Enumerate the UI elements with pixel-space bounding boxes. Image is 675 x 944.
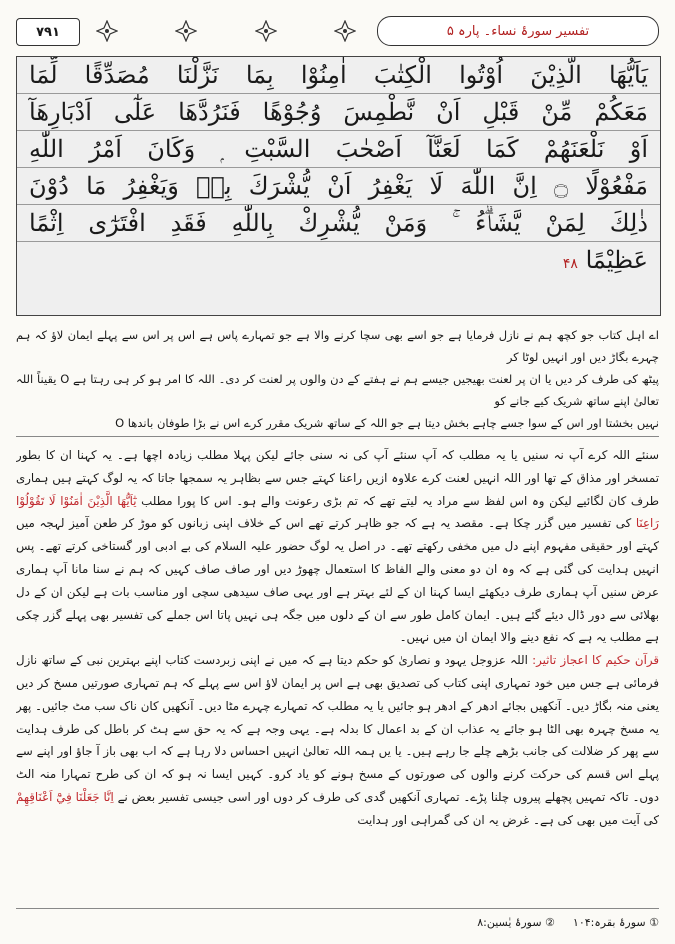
chapter-title: تفسیر سورۂ نساء۔ پارہ ۵ <box>377 16 659 46</box>
section-heading: قرآن حکیم کا اعجاز تاثیر: <box>532 653 659 668</box>
quran-line-text: عَظِيْمًا <box>585 246 648 274</box>
header-ornaments <box>96 20 356 42</box>
ornament-icon <box>96 20 118 42</box>
footnote: ② سورۂ یٰسین:۸ <box>477 916 555 929</box>
quran-quote: اِنَّا جَعَلْنَا فِيْٓ اَعْنَاقِهِمْ <box>16 789 114 804</box>
quran-line-last <box>17 242 660 279</box>
quran-line: مَعَكُمْ مِّنْ قَبْلِ اَنْ نَّطْمِسَ وُجُوْهًا فَنَرُدَّهَا عَلٰٓى اَدْبَارِهَآ <box>17 94 660 131</box>
quran-line: يَاَيُّهَا الَّذِيْنَ اُوْتُوا الْكِتٰبَ اٰمِنُوْا بِمَا نَزَّلْنَا مُصَدِّقًا لِّمَا <box>17 57 660 94</box>
commentary-text: اللہ عزوجل یہود و نصاریٰ کو حکم دیتا ہے کہ میں نے اپنی زبردست کتاب اپنے بہترین نبی کے ساتھ نازل فرمائی ہے جس میں خود تمہاری اپنی کتاب کی تصدیق بھی ہے اس پر ایمان لاؤ اس سے پہلے کہ ہم تمہاری صورتیں مسخ کر دیں یعنی منہ بگاڑ دیں۔ آنکھیں بجائے ادھر کے ادھر ہو جائیں یا یہ مطلب کہ تمہارے چہرے مٹا دیں۔ آنکھیں کان ناک سب مٹ جائیں۔ پھر یہ مسخ چہرہ بھی الٹا ہو جائے یہ عذاب ان کے بد اعمال کا بدلہ ہے۔ یہی وجہ ہے کہ یہ حق سے ہٹ کر باطل کی طرف ہدایت سے پھر کر ضلالت کی جانب بڑھے چلے جا رہے ہیں۔ یا یں ہمہ اللہ تعالیٰ انہیں احساس دلا رہا ہے کہ اب بھی باز آ جاؤ اور اپنے سے پہلے اس قسم کی حرکت کرنے والوں کی صورتوں کے مسخ ہونے کو یاد کرو۔ کہیں ایسا نہ ہو کہ ان کی طرح تمہارا منہ الٹ دوں۔ تاکہ تمہیں پچھلے پیروں چلنا پڑے۔ تمہاری آنکھیں گدی کی طرف کر دوں اور اسی جیسی تفسیر بعض نے <box>16 653 659 804</box>
quran-line: مَفْعُوْلًا ۝ اِنَّ اللّٰهَ لَا يَغْفِرُ اَنْ يُّشْرَكَ بِهٖ وَيَغْفِرُ مَا دُوْنَ <box>17 168 660 205</box>
commentary-paragraph <box>16 649 659 831</box>
commentary-text: سنئے اللہ کرے آپ نہ سنیں یا یہ مطلب کہ آپ سنئے آپ کی نہ سنی جائے لیکن پہلا مطلب زیادہ اچھا ہے۔ یہ کہنا ان کا بطور تمسخر اور مذاق کے تھا اور اللہ انہیں لعنت کرے علاوہ ازیں راعنا کہتے جس سے بظاہر یہ سمجھا جاتا کہ یہ لوگ کہتے ہیں ہماری طرف کان لگائیے لیکن وہ اس لفظ سے مراد یہ لیتے تھے کہ تم بڑی رعونت والے ہو۔ اس کا پورا مطلب <box>16 448 659 508</box>
commentary-block <box>16 444 659 906</box>
translation-line: اے اہل کتاب جو کچھ ہم نے نازل فرمایا ہے جو اسے بھی سچا کرنے والا ہے جو تمہارے پاس ہے اس پر اس سے پہلے ایمان لاؤ کہ ہم چہرے بگاڑ دیں اور انہیں لوٹا کر <box>16 328 659 364</box>
translation-line: نہیں بخشتا اور اس کے سوا جسے چاہے بخش دیتا ہے جو اللہ کے ساتھ شریک مقرر کرے اس نے بڑا طوفان باندھا O <box>115 416 659 430</box>
quran-line: اَوْ نَلْعَنَهُمْ كَمَا لَعَنَّآ اَصْحٰبَ السَّبْتِ ۭ وَكَانَ اَمْرُ اللّٰهِ <box>17 131 660 168</box>
ayah-marker: ۴۸ <box>562 256 578 272</box>
ornament-icon <box>334 20 356 42</box>
commentary-text: کی آیت میں بھی کی ہے۔ غرض یہ ان کی گمراہی اور ہدایت <box>357 812 659 827</box>
footnote: ① سورۂ بقرہ:۱۰۴ <box>572 916 659 929</box>
footnote-divider <box>16 908 659 909</box>
page-header <box>16 14 659 48</box>
translation-line: پیٹھ کی طرف کر دیں یا ان پر لعنت بھیجیں جیسے ہم نے ہفتے کے دن والوں پر لعنت کر دی۔ اللہ کا امر ہو کر ہی رہتا ہے O یقیناً اللہ تعالیٰ اپنے ساتھ شریک کیے جانے کو <box>16 372 659 408</box>
ornament-icon <box>255 20 277 42</box>
ornament-icon <box>175 20 197 42</box>
quran-line: ذٰلِكَ لِمَنْ يَّشَاۗءُ ۚ وَمَنْ يُّشْرِكْ بِاللّٰهِ فَقَدِ افْتَرٰٓى اِثْمًا <box>17 205 660 242</box>
footnotes <box>16 912 659 934</box>
quran-text-box <box>16 56 661 316</box>
commentary-text: کی تفسیر میں گزر چکا ہے۔ مقصد یہ ہے کہ جو ظاہر کرتے تھے اس کے خلاف اپنی زبانوں کو موڑ کر طعن آمیز لہجہ میں کہتے اور حقیقی مفہوم اپنے دل میں مخفی رکھتے تھے۔ در اصل یہ لوگ حضور علیہ السلام کی بے ادبی اور گستاخی کرتے تھے۔ پس انہیں ہدایت کی گئی ہے کہ وہ ان دو معنی والے الفاظ کا استعمال چھوڑ دیں اور صاف صاف کہیں کہ ہم نے سنا مانا آپ ہماری عرض سنیں آپ ہماری طرف دیکھئے ایسا کہنا ان کے لئے بہتر ہے اور یہی صاف سیدھی سچی اور مناسب بات ہے لیکن ان کے دل بھلائی سے دور ڈال دیئے گئے ہیں۔ ایمان کامل طور سے ان کے دلوں میں جگہ ہی نہیں پاتا اس جملے کی تفسیر بھی پہلے گزر چکی ہے مطلب یہ ہے کہ نفع دینے والا ایمان ان میں نہیں۔ <box>16 516 659 645</box>
translation-block <box>16 324 659 430</box>
section-divider <box>16 436 659 437</box>
quran-quote: يٰٓاَيُّهَا الَّذِيْنَ اٰمَنُوْا لَا تَقُوْلُوْا رَاعِنَا <box>16 493 659 531</box>
page-number: ٧٩١ <box>16 18 80 46</box>
commentary-paragraph <box>16 444 659 649</box>
